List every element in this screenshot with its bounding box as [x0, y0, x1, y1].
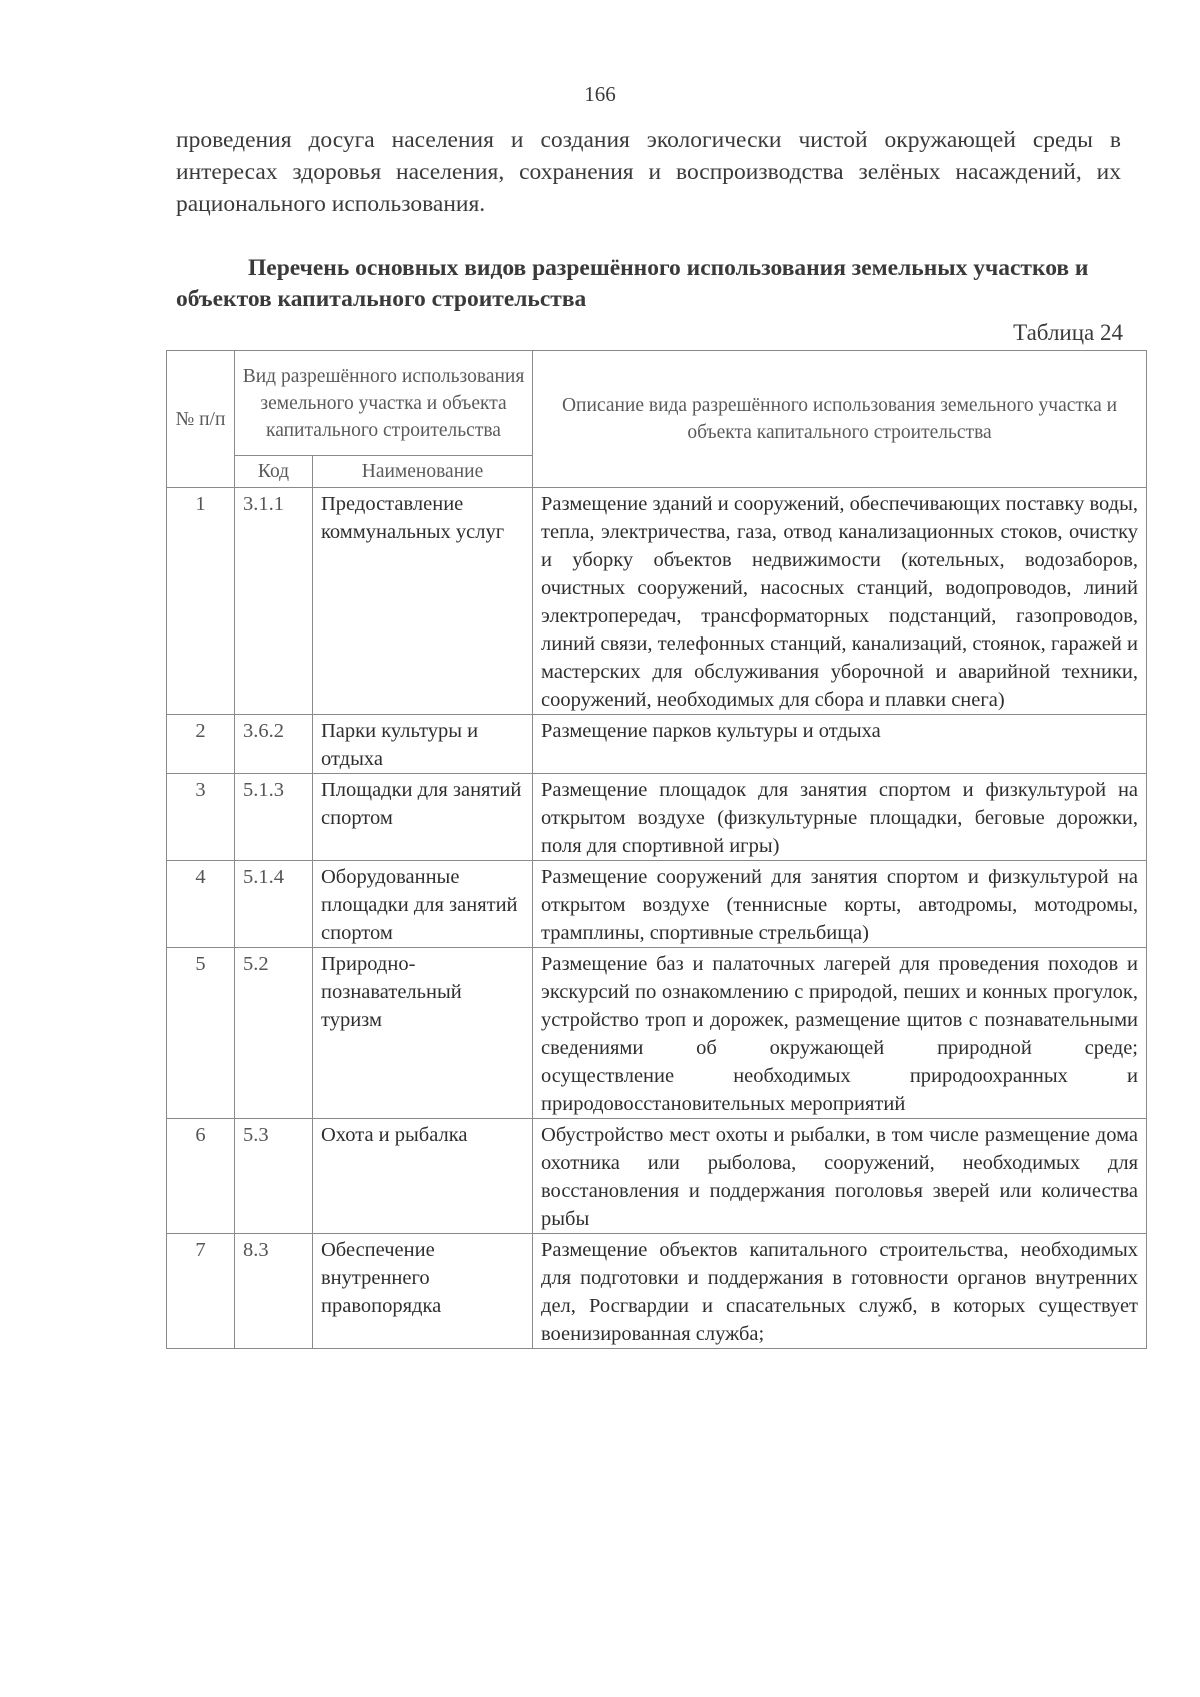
- row-name: Предоставление коммунальных услуг: [313, 488, 533, 715]
- row-description: [533, 715, 1147, 774]
- table-row: [167, 1234, 1147, 1349]
- table-row: [167, 861, 1147, 948]
- row-description: [533, 774, 1147, 861]
- row-code: 3.1.1: [235, 488, 313, 715]
- header-kind: Вид разрешённого использования земельного участка и объекта капитального строительства: [235, 351, 533, 456]
- table-label: Таблица 24: [1013, 320, 1123, 345]
- row-code: 8.3: [235, 1234, 313, 1349]
- row-name: Оборудованные площадки для занятий спортом: [313, 861, 533, 948]
- row-description: [533, 1119, 1147, 1234]
- description-paragraph: Размещение сооружений для занятия спортом и физкультурой на открытом воздухе (теннисные корты, автодромы, мотодромы, трамплины, спортивные стрельбища): [541, 866, 1139, 944]
- row-name: Парки культуры и отдыха: [313, 715, 533, 774]
- header-name: Наименование: [313, 456, 533, 488]
- land-use-table: [166, 350, 1147, 1349]
- description-paragraph: Размещение зданий и сооружений, обеспечивающих поставку воды, тепла, электричества, газа, отвод канализационных стоков, очистку и уборку объектов недвижимости (котельных, водозаборов, очистных сооружений, насосных станций, водопроводов, линий электропередач, трансформаторных подстанций, газопроводов, линий связи, телефонных станций, канализаций, стоянок, гаражей и мастерских для обслуживания уборочной и аварийной техники, сооружений, необходимых для сбора и плавки снега): [541, 493, 1139, 711]
- row-name: Обеспечение внутреннего правопорядка: [313, 1234, 533, 1349]
- row-code: 5.3: [235, 1119, 313, 1234]
- row-name: Охота и рыбалка: [313, 1119, 533, 1234]
- table-row: [167, 948, 1147, 1119]
- description-paragraph: Обустройство мест охоты и рыбалки, в том числе размещение дома охотника или рыболова, сооружений, необходимых для восстановления и поддержания поголовья зверей или количества рыбы: [541, 1124, 1139, 1230]
- header-num: № п/п: [167, 351, 235, 488]
- description-paragraph: Размещение площадок для занятия спортом и физкультурой на открытом воздухе (физкультурные площадки, беговые дорожки, поля для спортивной игры): [541, 779, 1139, 857]
- row-name: Природно-познавательный туризм: [313, 948, 533, 1119]
- row-name: Площадки для занятий спортом: [313, 774, 533, 861]
- section-heading: Перечень основных видов разрешённого использования земельных участков и объектов капитального строительства: [176, 255, 1089, 312]
- header-code: Код: [235, 456, 313, 488]
- row-code: 3.6.2: [235, 715, 313, 774]
- row-number: 3: [167, 774, 235, 861]
- page-number: 166: [584, 82, 616, 106]
- row-description: [533, 1234, 1147, 1349]
- table-body: [167, 488, 1147, 1349]
- row-number: 5: [167, 948, 235, 1119]
- intro-paragraph: проведения досуга населения и создания экологически чистой окружающей среды в интересах здоровья населения, сохранения и воспроизводства зелёных насаждений, их рационального использования.: [176, 127, 1121, 217]
- description-paragraph: осуществление необходимых природоохранных и природовосстановительных мероприятий: [541, 1065, 1139, 1115]
- description-paragraph: Размещение парков культуры и отдыха: [541, 720, 881, 742]
- description-paragraph: Размещение баз и палаточных лагерей для проведения походов и экскурсий по ознакомлению с природой, пеших и конных прогулок, устройство троп и дорожек, размещение щитов с познавательными сведениями об окружающей природной среде;: [541, 953, 1139, 1059]
- row-code: 5.1.4: [235, 861, 313, 948]
- row-description: [533, 861, 1147, 948]
- row-code: 5.2: [235, 948, 313, 1119]
- row-code: 5.1.3: [235, 774, 313, 861]
- row-number: 6: [167, 1119, 235, 1234]
- description-paragraph: Размещение объектов капитального строительства, необходимых для подготовки и поддержания в готовности органов внутренних дел, Росгвардии и спасательных служб, в которых существует военизированная служба;: [541, 1239, 1139, 1345]
- row-description: [533, 488, 1147, 715]
- table-row: [167, 715, 1147, 774]
- row-description: [533, 948, 1147, 1119]
- row-number: 2: [167, 715, 235, 774]
- table-row: [167, 1119, 1147, 1234]
- table-row: [167, 774, 1147, 861]
- table-row: [167, 488, 1147, 715]
- row-number: 1: [167, 488, 235, 715]
- header-description: Описание вида разрешённого использования земельного участка и объекта капитального строительства: [533, 351, 1147, 488]
- row-number: 4: [167, 861, 235, 948]
- row-number: 7: [167, 1234, 235, 1349]
